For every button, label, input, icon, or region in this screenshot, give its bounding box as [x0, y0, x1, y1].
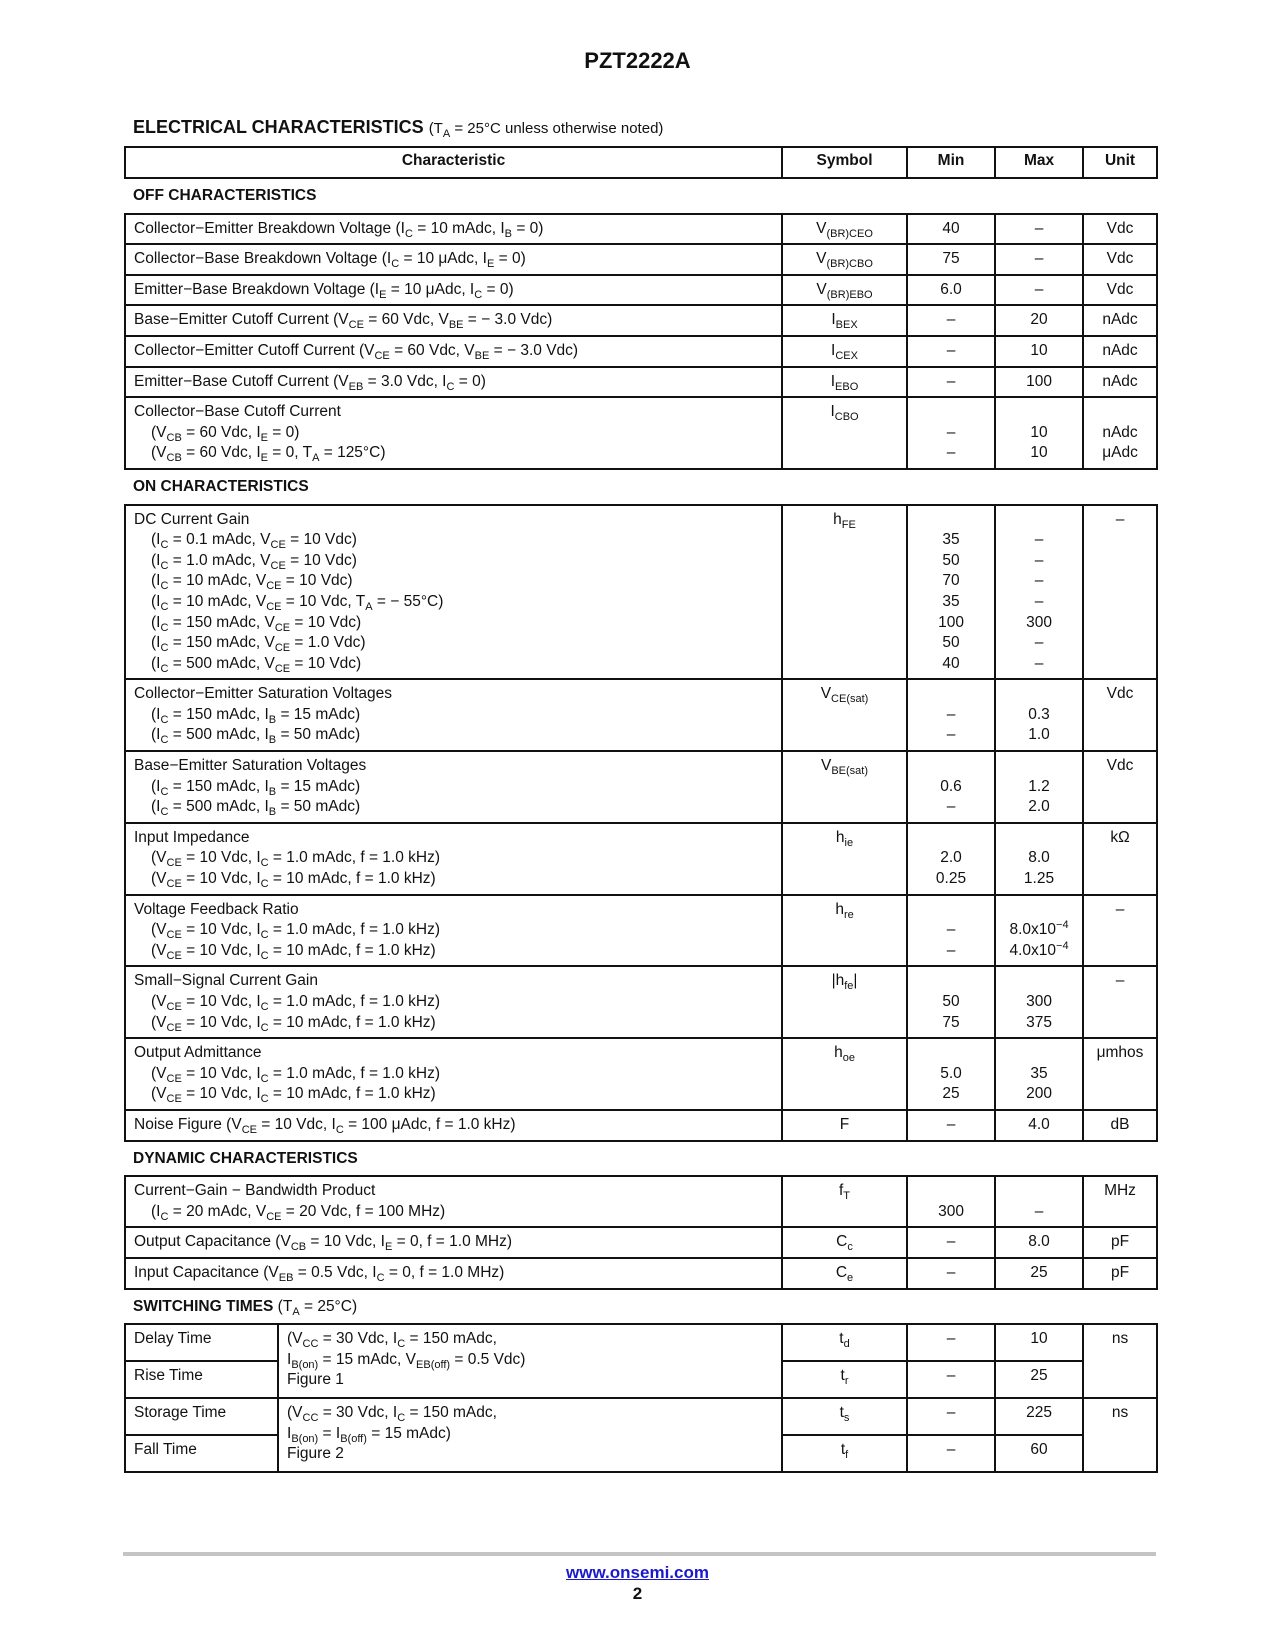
table-row: Small−Signal Current Gain ($V_{CE} = 10$ Vdc, $I_C = 1.0$ mAdc, f = 1.0 kHz) ($V_{CE} = 10$ Vdc, $I_C = 10$ mAdc, f = 1.0 kHz) $|h_{fe}|$ 50 75 300 375 –	[125, 966, 1157, 1038]
section-off: OFF CHARACTERISTICS	[125, 178, 1157, 214]
table-row: Collector−Emitter Breakdown Voltage ($I_C = 10$ mAdc, $I_B = 0$) $V_{(BR)CEO}$ 40 – Vdc	[125, 214, 1157, 245]
table-row: Delay Time ($V_{CC} = 30$ Vdc, $I_C = 150$ mAdc, $I_{B(on)} = 15$ mAdc, $V_{EB(off)} = 0.5$ Vdc) Figure 1 $t_d$ – 10 ns	[125, 1324, 1157, 1361]
table-row: Fall Time $t_f$ – 60	[125, 1435, 1157, 1472]
table-row: Output Capacitance ($V_{CB} = 10$ Vdc, $I_E = 0$, f = 1.0 MHz) $C_c$ – 8.0 pF	[125, 1227, 1157, 1258]
table-header-row: Characteristic Symbol Min Max Unit	[125, 147, 1157, 178]
website-link[interactable]: www.onsemi.com	[566, 1563, 709, 1582]
section-on: ON CHARACTERISTICS	[125, 469, 1157, 505]
footer-divider	[123, 1552, 1156, 1556]
table-row: Emitter−Base Cutoff Current ($V_{EB} = 3.0$ Vdc, $I_C = 0$) $I_{EBO}$ – 100 nAdc	[125, 367, 1157, 398]
table-row: Collector−Base Cutoff Current ($V_{CB} = 60$ Vdc, $I_E = 0$) ($V_{CB} = 60$ Vdc, $I_E = 0$, $T_A = 125^\circ C$) $I_{CBO}$ – – 10 10 nAdc μAdc	[125, 397, 1157, 469]
footer-url	[0, 1563, 1275, 1583]
table-row: Collector−Emitter Saturation Voltages ($I_C = 150$ mAdc, $I_B = 15$ mAdc) ($I_C = 500$ mAdc, $I_B = 50$ mAdc) $V_{CE(sat)}$ – – 0.3 1.0 Vdc	[125, 679, 1157, 751]
table-row: Current−Gain − Bandwidth Product ($I_C = 20$ mAdc, $V_{CE} = 20$ Vdc, f = 100 MHz) $f_T$ 300 – MHz	[125, 1176, 1157, 1227]
section-switching: SWITCHING TIMES $(T_A = 25^\circ C)$	[125, 1289, 1157, 1325]
table-row: Base−Emitter Cutoff Current ($V_{CE} = 60$ Vdc, $V_{BE}$ = − 3.0 Vdc) $I_{BEX}$ – 20 nAdc	[125, 305, 1157, 336]
table-row: Collector−Base Breakdown Voltage ($I_C = 10$ μAdc, $I_E = 0$) $V_{(BR)CBO}$ 75 – Vdc	[125, 244, 1157, 275]
table-row: Collector−Emitter Cutoff Current ($V_{CE} = 60$ Vdc, $V_{BE}$ = − 3.0 Vdc) $I_{CEX}$ – 10 nAdc	[125, 336, 1157, 367]
table-heading: ELECTRICAL CHARACTERISTICS ($T_A = 25^\circ C$ unless otherwise noted)	[133, 117, 664, 140]
table-row: Input Capacitance ($V_{EB} = 0.5$ Vdc, $I_C = 0$, f = 1.0 MHz) $C_e$ – 25 pF	[125, 1258, 1157, 1289]
page-title: PZT2222A	[584, 48, 691, 73]
table-row: Storage Time ($V_{CC} = 30$ Vdc, $I_C = 150$ mAdc, $I_{B(on)} = I_{B(off)} = 15$ mAdc) Figure 2 $t_s$ – 225 ns	[125, 1398, 1157, 1435]
page-number: 2	[632, 1584, 643, 1603]
table-row: Base−Emitter Saturation Voltages ($I_C = 150$ mAdc, $I_B = 15$ mAdc) ($I_C = 500$ mAdc, $I_B = 50$ mAdc) $V_{BE(sat)}$ 0.6 – 1.2 2.0 Vdc	[125, 751, 1157, 823]
table-row: Emitter−Base Breakdown Voltage ($I_E = 10$ μAdc, $I_C = 0$) $V_{(BR)EBO}$ 6.0 – Vdc	[125, 275, 1157, 306]
table-row: DC Current Gain ($I_C = 0.1$ mAdc, $V_{CE} = 10$ Vdc) ($I_C = 1.0$ mAdc, $V_{CE} = 10$ Vdc) ($I_C = 10$ mAdc, $V_{CE} = 10$ Vdc) ($I_C = 10$ mAdc, $V_{CE} = 10$ Vdc, $T_A$ = − 55°C) ($I_C = 150$ mAdc, $V_{CE} = 10$ Vdc) ($I_C = 150$ mAdc, $V_{CE} = 1.0$ Vdc) ($I_C = 500$ mAdc, $V_{CE} = 10$ Vdc) $h_{FE}$ 35 50 70 35 100 50 40 – – – – 300 – – –	[125, 505, 1157, 680]
table-row: Output Admittance ($V_{CE} = 10$ Vdc, $I_C = 1.0$ mAdc, f = 1.0 kHz) ($V_{CE} = 10$ Vdc, $I_C = 10$ mAdc, f = 1.0 kHz) $h_{oe}$ 5.0 25 35 200 μmhos	[125, 1038, 1157, 1110]
section-dynamic: DYNAMIC CHARACTERISTICS	[125, 1141, 1157, 1177]
table-row: Input Impedance ($V_{CE} = 10$ Vdc, $I_C = 1.0$ mAdc, f = 1.0 kHz) ($V_{CE} = 10$ Vdc, $I_C = 10$ mAdc, f = 1.0 kHz) $h_{ie}$ 2.0 0.25 8.0 1.25 kΩ	[125, 823, 1157, 895]
electrical-characteristics-table	[124, 146, 1158, 1473]
table-row: Voltage Feedback Ratio ($V_{CE} = 10$ Vdc, $I_C = 1.0$ mAdc, f = 1.0 kHz) ($V_{CE} = 10$ Vdc, $I_C = 10$ mAdc, f = 1.0 kHz) $h_{re}$ – – $8.0x10^{-4}$ $4.0x10^{-4}$ –	[125, 895, 1157, 967]
table-row: Noise Figure ($V_{CE} = 10$ Vdc, $I_C = 100$ μAdc, f = 1.0 kHz) F – 4.0 dB	[125, 1110, 1157, 1141]
table-row: Rise Time $t_r$ – 25	[125, 1361, 1157, 1398]
